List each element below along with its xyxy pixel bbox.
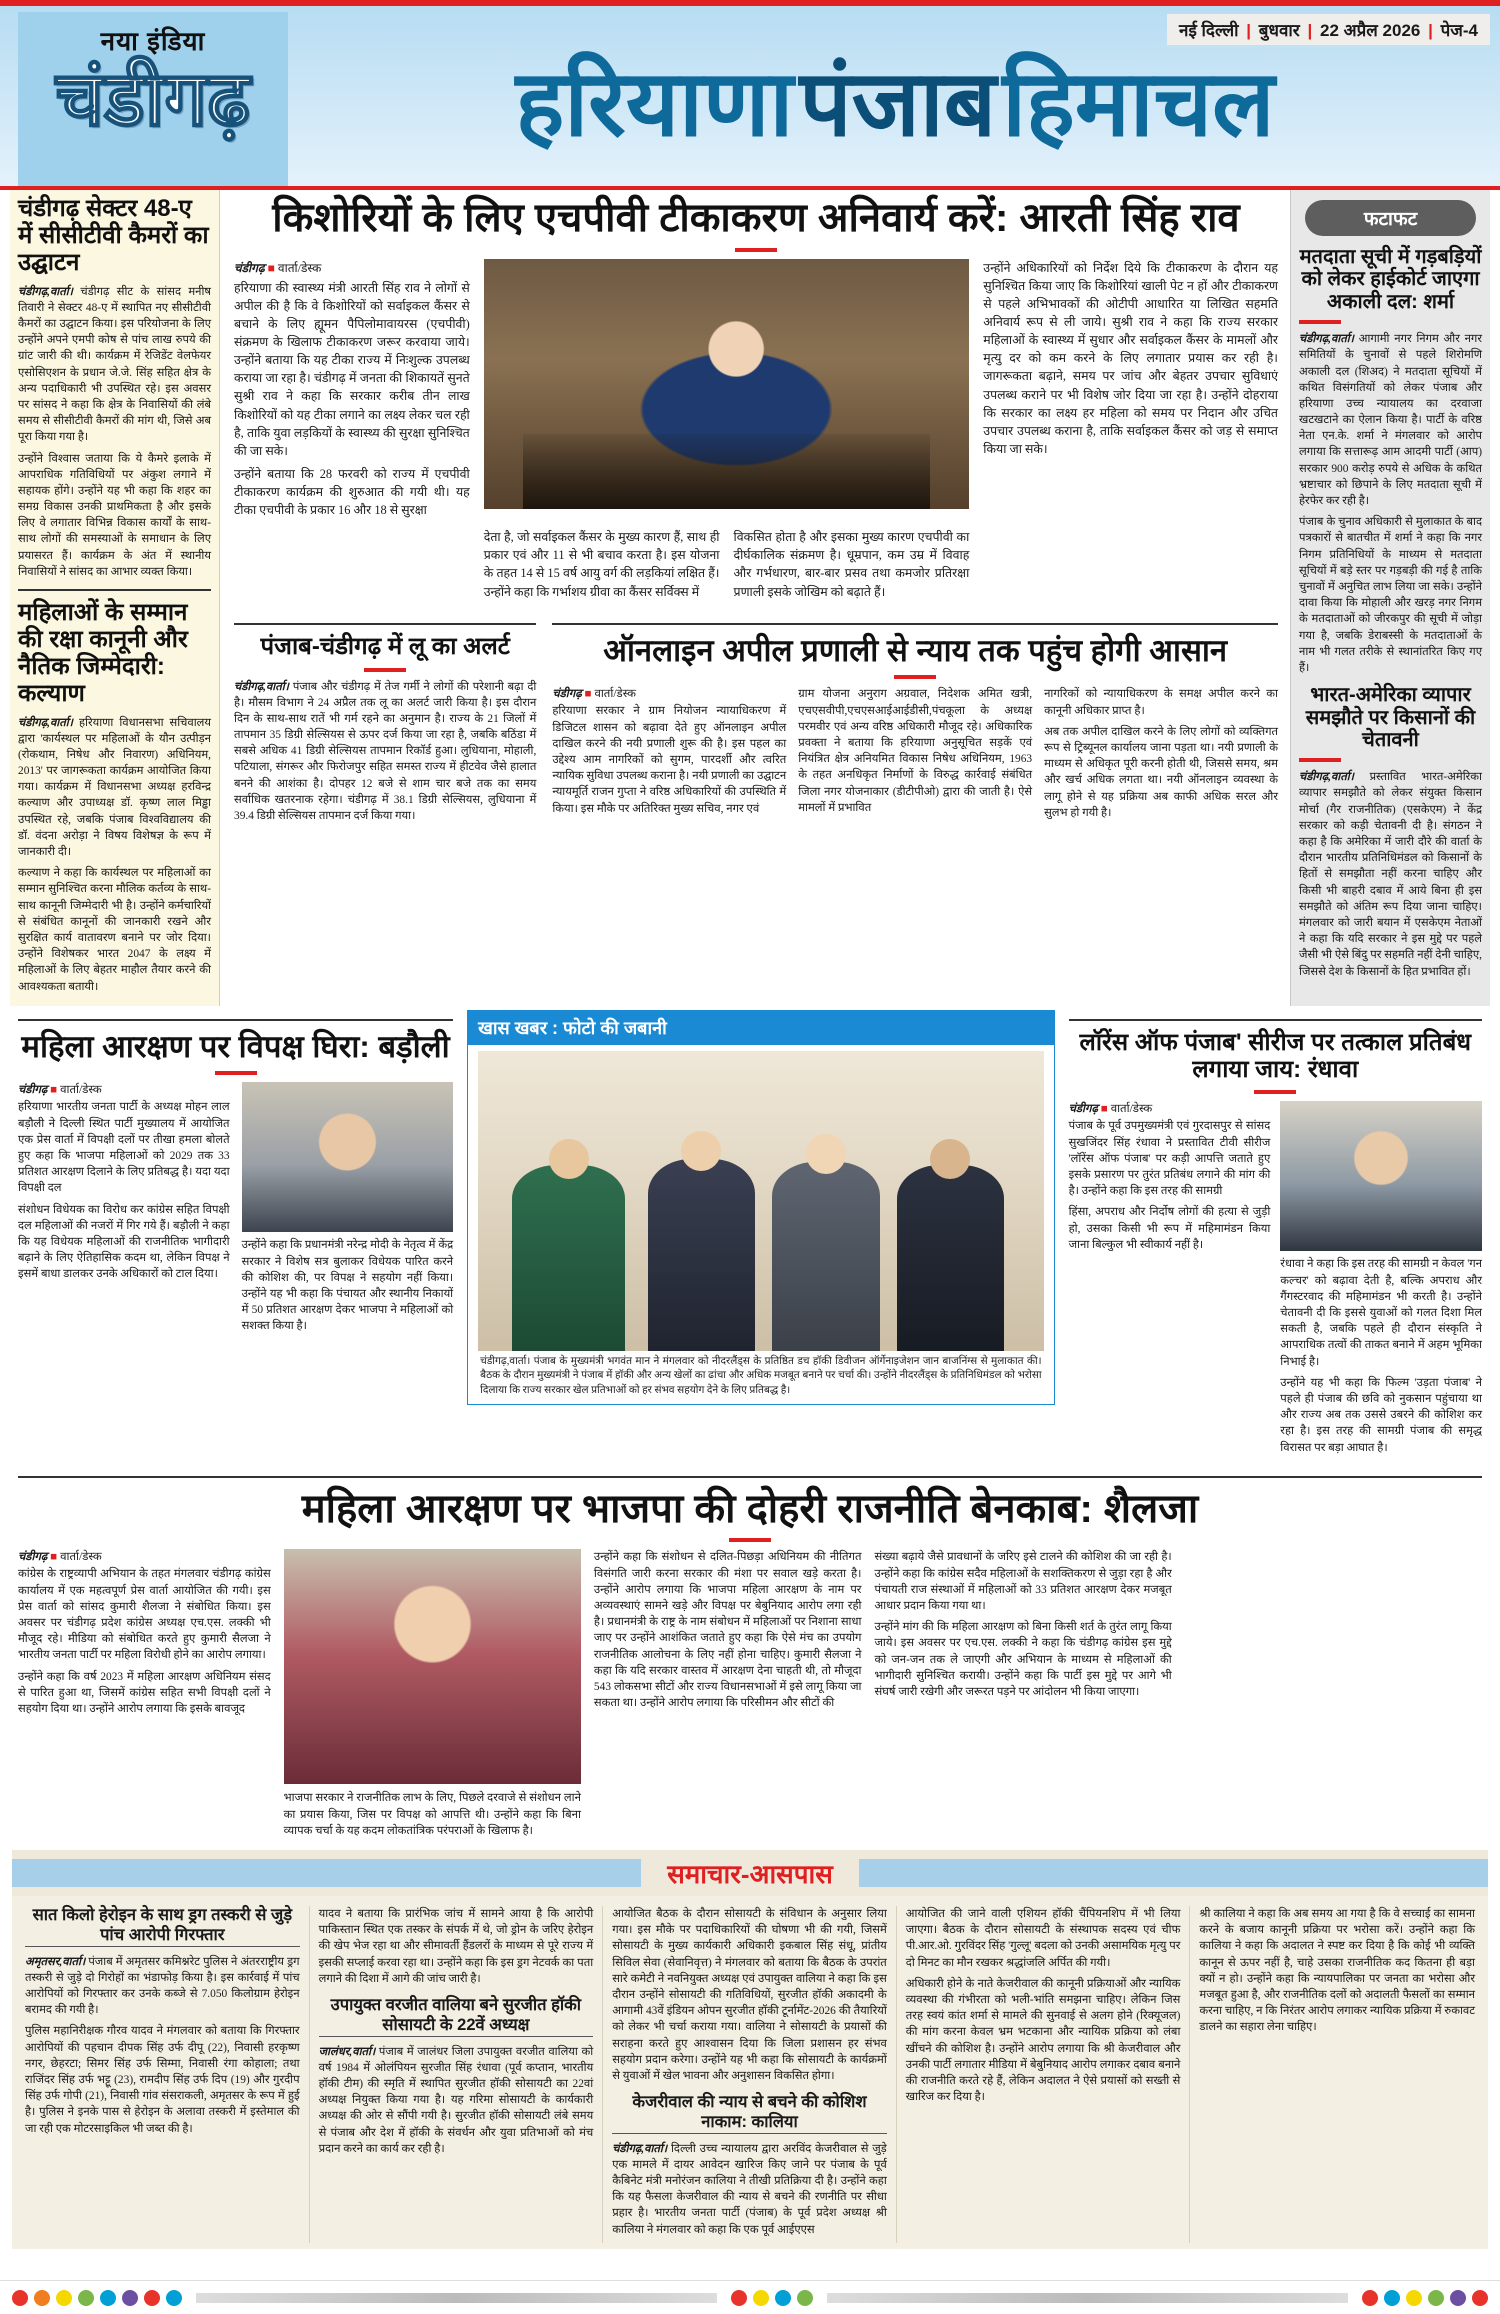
brand-top-label: नया इंडिया <box>100 26 206 56</box>
samachar-bar-right <box>859 1859 1488 1887</box>
shailja-p4: उन्होंने कहा कि संशोधन से दलित-पिछड़ा अधिनियम की नीतिगत विसंगति जारी करना सरकार की मंशा पर सवाल खड़े करता है। उन्होंने आरोप लगाया कि भाजपा महिला आरक्षण के नाम पर अव्यवस्थाएं सामने खड़े और विपक्ष पर बेबुनियाद आरोप लगा रही है। प्रधानमंत्री के राष्ट्र के नाम संबोधन में महिलाओं पर निशाना साधा जाए पर उन्होंने आशंकित जताते हुए कहा कि ऐसे मंच का उपयोग राजनीतिक आलोचना के लिए नहीं होना चाहिए। कुमारी सैलजा ने कहा कि यदि सरकार वास्तव में आरक्षण देना चाहती थी, तो मौजूदा 543 लोकसभा सीटों और राज्य विधानसभाओं में इसे लागू किया जा सकता था। उन्होंने आरोप लगाया कि परिसीमन और सीटों की <box>593 1551 862 1710</box>
lawrence-source: वार्ता/डेस्क <box>1110 1103 1153 1116</box>
lawrence-accent <box>1254 1090 1296 1094</box>
shailja-col4 <box>874 1549 1171 1844</box>
footer-dot-m4 <box>797 2290 813 2306</box>
shailja-accent <box>729 1538 771 1542</box>
appeal-p4: अब तक अपील दाखिल करने के लिए लोगों को व्यक्तिगत रूप से ट्रिब्यूनल कार्यालय जाना पड़ता था। नयी प्रणाली के माध्यम से अधिकृत पूरी करनी होती थी, जिससे समय, श्रम और खर्च अधिक लगता था। नयी ऑनलाइन व्यवस्था के लागू होने से यह प्रक्रिया अब काफी अधिक सरल और सुलभ हो गयी है। <box>1044 725 1278 819</box>
main-lead-source: वार्ता/डेस्क <box>277 260 322 275</box>
arti-singh-rao-photo <box>484 259 970 509</box>
main-lead-dateline: चंडीगढ़ <box>234 260 265 275</box>
lawrence-headline[interactable]: लॉरेंस ऑफ पंजाब' सीरीज पर तत्काल प्रतिबंध लगाया जाय: रंधावा <box>1079 1028 1472 1083</box>
dateline-page: पेज-4 <box>1440 21 1478 40</box>
randhawa-photo <box>1280 1101 1482 1251</box>
bottom-article-2-p1 <box>319 2044 594 2157</box>
bottom-article-4 <box>897 1906 1191 2243</box>
bottom-article-2-body1: पंजाब में जालंधर जिला उपायुक्त वरजीत वालिया को वर्ष 1984 में ओलंपियन सुरजीत सिंह रंधावा (पूर्व कप्तान, भारतीय हॉकी टीम) की स्मृति में स्थापित सुरजीत हॉकी सोसायटी का 22वां अध्यक्ष नियुक्त किया गया है। यह गरिमा सोसायटी के कार्यकारी अध्यक्ष की ओर से सौंपी गयी है। सुरजीत हॉकी सोसायटी लंबे समय से पंजाब और देश में हॉकी के संवर्धन और युवा प्रतिभाओं को मंच प्रदान करने का कार्य कर रही है। <box>318 2045 594 2155</box>
left-article2-dateline: चंडीगढ़,वार्ता। <box>18 716 73 729</box>
main-lead-p-col3: विकसित होता है और इसका मुख्य कारण एचपीवी का दीर्घकालिक संक्रमण है। धूम्रपान, कम उम्र में विवाह और गर्भधारण, बार-बार प्रसव तथा कमजोर प्रतिरक्षा प्रणाली इसके जोखिम को बढ़ाते हैं। <box>733 530 970 599</box>
badoli-headline[interactable]: महिला आरक्षण पर विपक्ष घिरा: बड़ौली <box>21 1028 450 1064</box>
footer-dots-left <box>12 2290 182 2306</box>
bottom-article-1 <box>16 1906 310 2243</box>
main-lead-col4 <box>983 259 1278 524</box>
online-appeal-article <box>552 614 1278 830</box>
main-lead-p1: हरियाणा की स्वास्थ्य मंत्री आरती सिंह राव ने लोगों से अपील की है कि वे किशोरियों को सर्वाइकल कैंसर से बचाने के लिए ह्यूमन पैपिलोमावायरस (एचपीवी) संक्रमण के खिलाफ टीकाकरण जरूर करवाया जाये। उन्होंने बताया कि यह टीका राज्य में निःशुल्क उपलब्ध कराया जा रहा है। चंडीगढ़ में जनता की शिकायतें सुनते सुश्री राव ने कहा कि सरकार करीब तीन लाख किशोरियों को यह टीका लगाने का लक्ष्य लेकर चल रही है, ताकि युवा लड़कियों के स्वास्थ्य की सुरक्षा सुनिश्चित की जा सके। <box>234 280 470 458</box>
left-article1-dateline: चंडीगढ़,वार्ता। <box>18 285 73 298</box>
figure-2-head <box>681 1131 721 1171</box>
lawrence-p3: रंधावा ने कहा कि इस तरह की सामग्री न केवल 'गन कल्चर' को बढ़ावा देती है, बल्कि अपराध और गैंगस्टरवाद की महिमामंडन भी करती है। उन्होंने चेतावनी दी कि इससे युवाओं को गलत दिशा मिल सकती है, जबकि पहले ही दौरान संस्कृति ने आपराधिक तत्वों की ताकत बनाने में अहम भूमिका निभाई है। <box>1280 1258 1482 1368</box>
right-article2-dateline: चंडीगढ़,वार्ता। <box>1299 771 1354 784</box>
samachar-band-label: समाचार-आसपास <box>667 1859 833 1890</box>
divider-heat <box>234 623 536 625</box>
main-lead-photo-block <box>484 259 970 524</box>
appeal-col1: चंडीगढ़ ■ वार्ता/डेस्क हरियाणा सरकार ने ग्राम नियोजन न्यायाधिकरण में डिजिटल शासन को बढ़ावा देते हुए ऑनलाइन अपील दाखिल करने की नयी प्रणाली शुरू की है। इस पहल का उद्देश्य आम नागरिकों को सुगम, पारदर्शी और त्वरित न्यायिक सुविधा उपलब्ध कराना है। नयी प्रणाली का उद्घाटन न्यायमूर्ति राजन गुप्ता ने वरिष्ठ अधिकारियों की उपस्थिति में किया। इस मौके पर अतिरिक्त मुख्य सचिव, नगर एवं <box>552 686 786 826</box>
samachar-band <box>12 1850 1488 1896</box>
lawrence-col2 <box>1280 1101 1482 1460</box>
footer-dot-6 <box>122 2290 138 2306</box>
title-word-himachal: हिमाचल <box>1002 53 1275 156</box>
badoli-source: वार्ता/डेस्क <box>60 1084 102 1097</box>
left-sidebar <box>10 190 220 1006</box>
left-article1-body1: चंडीगढ़ सीट के सांसद मनीष तिवारी ने सेक्टर 48-ए में स्थापित नए सीसीटीवी कैमरों का उद्घाटन किया। इस परियोजना के लिए उन्होंने अपने एमपी कोष से पांच लाख रुपये की ग्रांट जारी की थी। कार्यक्रम में रेजिडेंट वेलफेयर एसोसिएशन के प्रधान जे.जे. सिंह सहित क्षेत्र के अन्य पदाधिकारी भी उपस्थित रहे। इस अवसर पर सांसद ने कहा कि क्षेत्र के निवासियों की लंबे समय से सीसीटीवी कैमरों की मांग थी, जिसे अब पूरा किया गया है। <box>18 285 211 444</box>
footer-dot-r6 <box>1472 2290 1488 2306</box>
khas-khabar-inner <box>468 1045 1053 1399</box>
lawrence-col1: चंडीगढ़ ■ वार्ता/डेस्क पंजाब के पूर्व उपमुख्यमंत्री एवं गुरदासपुर से सांसद सुखजिंदर सिंह रंधावा ने प्रस्तावित टीवी सीरीज 'लॉरेंस ऑफ पंजाब' पर कड़ी आपत्ति जताते हुए इसके प्रसारण पर तुरंत प्रतिबंध लगाने की मांग की है। उन्होंने कहा कि इस तरह की सामग्री हिंसा, अपराध और निर्दोष लोगों की हत्या से जुड़ी हो, उसका किसी भी रूप में महिमामंडन किया जाना बिल्कुल भी स्वीकार्य नहीं है। <box>1069 1101 1271 1460</box>
title-word-haryana: हरियाणा <box>515 53 794 156</box>
bottom-article-3-body1: दिल्ली उच्च न्यायालय द्वारा अरविंद केजरीवाल से जुड़े एक मामले में दायर आवेदन खारिज किए जाने पर पंजाब के पूर्व कैबिनेट मंत्री मनोरंजन कालिया ने तीखी प्रतिक्रिया दी है। उन्होंने कहा कि यह फैसला केजरीवाल की न्याय से बचने की रणनीति पर सीधा प्रहार है। भारतीय जनता पार्टी (पंजाब) के पूर्व प्रदेश अध्यक्ष श्री कालिया ने मंगलवार को कहा कि एक पूर्व आईएएस <box>612 2142 887 2236</box>
masthead <box>0 0 1500 190</box>
right-article1-para2: पंजाब के चुनाव अधिकारी से मुलाकात के बाद पत्रकारों से बातचीत में शर्मा ने कहा कि नगर निगम प्रतिनिधियों के माध्यम से मतदाता सूचियों में बड़े स्तर पर गड़बड़ी की गई है ताकि चुनावों में अनुचित लाभ लिया जा सके। उन्होंने दावा किया कि मोहाली और खरड़ नगर निगम के मतदाताओं को जीरकपुर की सूची में जोड़ा गया है, जबकि डेराबस्सी के मतदाताओं के नाम भी गलत तरीके से स्थानांतरित किए गए हैं। <box>1299 516 1482 674</box>
dateline-city: नई दिल्ली <box>1179 21 1239 40</box>
heat-alert-article <box>234 614 536 830</box>
shailja-p5: संख्या बढ़ाये जैसे प्रावधानों के जरिए इसे टालने की कोशिश की जा रही है। उन्होंने कहा कि कांग्रेस सदैव महिलाओं के सशक्तिकरण से जुड़ा रहा है और पंचायती राज संस्थाओं में महिलाओं को 33 प्रतिशत आरक्षण देकर मजबूत आधार प्रदान किया गया था। <box>874 1551 1172 1613</box>
figure-3-head <box>806 1134 846 1174</box>
lawrence-p1: पंजाब के पूर्व उपमुख्यमंत्री एवं गुरदासपुर से सांसद सुखजिंदर सिंह रंधावा ने प्रस्तावित टीवी सीरीज 'लॉरेंस ऑफ पंजाब' पर कड़ी आपत्ति जताते हुए इसके प्रसारण पर तुरंत प्रतिबंध लगाने की मांग की है। उन्होंने कहा कि इस तरह की सामग्री <box>1068 1120 1271 1198</box>
shailja-headline[interactable]: महिला आरक्षण पर भाजपा की दोहरी राजनीति बेनकाब: शैलजा <box>301 1486 1199 1531</box>
right-article2-para1 <box>1299 769 1482 979</box>
main-lead-after-d <box>983 528 1278 605</box>
middle-band <box>0 1006 1500 1461</box>
divider-appeal <box>552 623 1278 625</box>
appeal-p1: हरियाणा सरकार ने ग्राम नियोजन न्यायाधिकरण में डिजिटल शासन को बढ़ावा देते हुए ऑनलाइन अपील दाखिल करने की नयी प्रणाली शुरू की है। इस पहल का उद्देश्य आम नागरिकों को सुगम, पारदर्शी और त्वरित न्यायिक सुविधा उपलब्ध कराना है। नयी प्रणाली का उद्घाटन न्यायमूर्ति राजन गुप्ता ने वरिष्ठ अधिकारियों की उपस्थिति में किया। इस मौके पर अतिरिक्त मुख्य सचिव, नगर एवं <box>552 705 787 815</box>
badoli-p1: हरियाणा भारतीय जनता पार्टी के अध्यक्ष मोहन लाल बड़ौली ने दिल्ली स्थित पार्टी मुख्यालय में आयोजित एक प्रेस वार्ता में विपक्षी दलों पर तीखा हमला बोलते हुए कहा कि भाजपा महिलाओं को 2029 तक 33 प्रतिशत आरक्षण दिलाने के लिए प्रतिबद्ध है। यदा यदा विपक्षी दल <box>18 1101 230 1195</box>
lawrence-p2: हिंसा, अपराध और निर्दोष लोगों की हत्या से जुड़ी हो, उसका किसी भी रूप में महिमामंडन किया जाना बिल्कुल भी स्वीकार्य नहीं है। <box>1068 1206 1271 1251</box>
shailja-source: वार्ता/डेस्क <box>60 1551 102 1564</box>
lawrence-p4: उन्होंने यह भी कहा कि फिल्म 'उड़ता पंजाब' ने पहले ही पंजाब की छवि को नुकसान पहुंचाया था और राज्य अब तक उससे उबरने की कोशिश कर रहा है। इस तरह की सामग्री पंजाब की समृद्ध विरासत पर बड़ा आघात है। <box>1280 1376 1482 1454</box>
divider-left-1 <box>18 589 211 591</box>
heat-alert-dateline: चंडीगढ़,वार्ता। <box>234 680 289 693</box>
left-article2-para2: कल्याण ने कहा कि कार्यस्थल पर महिलाओं का सम्मान सुनिश्चित करना मौलिक कर्तव्य के साथ-साथ कानूनी जिम्मेदारी भी है। उन्होंने कर्मचारियों से संबंधित कानूनों की जानकारी रखने और सुरक्षित कार्य वातावरण बनाने पर जोर दिया। उन्होंने विशेषकर भारत 2047 के लक्ष्य में महिलाओं के लिए बेहतर माहौल तैयार करने की आवश्यकता बतायी। <box>18 867 211 993</box>
punjab-cm-meeting-photo <box>478 1051 1043 1351</box>
right-article1-para1 <box>1299 331 1482 509</box>
online-appeal-headline[interactable]: ऑनलाइन अपील प्रणाली से न्याय तक पहुंच होगी आसान <box>603 632 1228 668</box>
lawrence-dateline: चंडीगढ़ <box>1068 1103 1098 1116</box>
bottom-article-2-headline[interactable]: उपायुक्त वरजीत वालिया बने सुरजीत हॉकी सोसायटी के 22वें अध्यक्ष <box>319 1996 594 2037</box>
main-lead-article <box>220 190 1290 1006</box>
photo-figures <box>478 1051 1043 1351</box>
shailja-p1: कांग्रेस के राष्ट्रव्यापी अभियान के तहत मंगलवार चंडीगढ़ कांग्रेस कार्यालय में एक महत्वपूर्ण प्रेस वार्ता आयोजित की गयी। इस प्रेस वार्ता को सांसद कुमारी शैलजा ने संबोधित किया। इस अवसर पर चंडीगढ़ प्रदेश कांग्रेस अध्यक्ष एच.एस. लक्की भी मौजूद रहे। मीडिया को संबोधित करते हुए कुमारी सैलजा ने भारतीय जनता पार्टी पर महिला विरोधी होने का आरोप लगाया। <box>18 1568 271 1662</box>
main-lead-col1: चंडीगढ़ ■ वार्ता/डेस्क हरियाणा की स्वास्थ्य मंत्री आरती सिंह राव ने लोगों से अपील की है कि वे किशोरियों को सर्वाइकल कैंसर से बचाने के लिए ह्यूमन पैपिलोमावायरस (एचपीवी) संक्रमण के खिलाफ टीकाकरण जरूर करवाया जाये। उन्होंने बताया कि यह टीका राज्य में निःशुल्क उपलब्ध कराया जा रहा है। चंडीगढ़ में जनता की शिकायतें सुनते सुश्री राव ने कहा कि सरकार करीब तीन लाख किशोरियों को यह टीका लगाने का लक्ष्य लेकर चल रही है, ताकि युवा लड़कियों के स्वास्थ्य की सुरक्षा सुनिश्चित की जा सके। उन्होंने बताया कि 28 फरवरी को राज्य में एचपीवी टीकाकरण कार्यक्रम की शुरुआत की गयी थी। यह टीका एचपीवी के प्रकार 16 और 18 से सुरक्षा <box>234 259 470 524</box>
right-article1-body1: आगामी नगर निगम और नगर समितियों के चुनावों से पहले शिरोमणि अकाली दल (शिअद) ने मतदाता सूचियों में कथित विसंगतियों को लेकर पंजाब और हरियाणा उच्च न्यायालय का दरवाजा खटखटाने का ऐलान किया है। पार्टी के वरिष्ठ नेता एन.के. शर्मा ने मंगलवार को आरोप लगाया कि सत्तारूढ़ आम आदमी पार्टी (आप) सरकार 900 करोड़ रुपये से अधिक के कथित भ्रष्टाचार को छिपाने के लिए मतदाता सूची में हेरफेर कर रही है। <box>1299 333 1482 508</box>
footer-dot-r4 <box>1428 2290 1444 2306</box>
bottom-article-1-p2: पुलिस महानिरीक्षक गौरव यादव ने मंगलवार को बताया कि गिरफ्तार आरोपियों की पहचान दीपक सिंह उर्फ दीपू (22), निवासी हरकृष्ण नगर, छेहरटा; सिमर सिंह उर्फ सिम्मा, निवासी रंगा कोहाला; तथा राजिंदर सिंह उर्फ भट्टू (23), रामदीप सिंह उर्फ दिप (19) और गुरदीप सिंह उर्फ गोपी (21), निवासी गांव संसराकली, अमृतसर के रूप में हुई है। पुलिस ने इनके पास से हेरोइन के अलावा तस्करी में इस्तेमाल की जा रही एक मोटरसाइकिल भी जब्त की है। <box>25 2025 300 2135</box>
khas-khabar-section <box>467 1010 1054 1461</box>
main-lead-after-c <box>734 528 970 605</box>
dateline <box>1167 14 1490 45</box>
right-article1-accent <box>1299 320 1341 324</box>
online-appeal-accent <box>894 675 936 679</box>
left-article1-para2: उन्होंने विश्वास जताया कि ये कैमरे इलाके में आपराधिक गतिविधियों पर अंकुश लगाने में सहायक होंगे। उन्होंने यह भी कहा कि शहर का समग्र विकास उनकी प्राथमिकता है और इसके लिए वे लगातार विभिन्न विकास कार्यों के साथ-साथ लोगों की समस्याओं के समाधान के लिए प्रयासरत हैं। कार्यक्रम के अंत में स्थानीय निवासियों ने सांसद का आभार व्यक्त किया। <box>18 452 211 578</box>
fatafat-section-label: फटाफट <box>1305 200 1476 236</box>
shailja-p3: भाजपा सरकार ने राजनीतिक लाभ के लिए, पिछले दरवाजे से संशोधन लाने का प्रयास किया, जिस पर विपक्ष को आपत्ति थी। उन्होंने कहा कि बिना व्यापक चर्चा के यह कदम लोकतांत्रिक परंपराओं के खिलाफ है। <box>283 1792 581 1837</box>
badoli-p2: संशोधन विधेयक का विरोध कर कांग्रेस सहित विपक्षी दल महिलाओं की नजरों में गिर गये हैं। बड़ौली ने कहा कि यह विधेयक महिलाओं की राजनीतिक भागीदारी बढ़ाने के लिए ऐतिहासिक कदम था, लेकिन विपक्ष ने इसमें बाधा डालकर उनके अधिकारों को टाल दिया। <box>18 1203 230 1281</box>
headline-accent-bar <box>735 248 777 252</box>
khas-khabar-bar-label: खास खबर : फोटो की जबानी <box>468 1011 1053 1045</box>
footer-dot-5 <box>100 2290 116 2306</box>
heat-alert-text: पंजाब और चंडीगढ़ में तेज गर्मी ने लोगों की परेशानी बढ़ा दी है। मौसम विभाग ने 24 अप्रैल तक लू का अलर्ट जारी किया है। इस दौरान दिन के साथ-साथ रातें भी गर्म रहने का अनुमान है। राज्य के 21 जिलों में तापमान 35 डिग्री सेल्सियस से ऊपर दर्ज किया जा रहा है, जबकि बठिंडा में सबसे अधिक 41 डिग्री सेल्सियस तापमान रिकॉर्ड हुआ। लुधियाना, मोहाली, पटियाला, संगरूर और फिरोजपुर सहित समस्त राज्य में हीटवेव जैसे हालात बनने की आशंका है। दोपहर 12 बजे से शाम चार बजे तक का समय सर्वाधिक खतरनाक रहेगा। चंडीगढ़ में 38.1 डिग्री सेल्सियस, लुधियाना में 39.4 डिग्री सेल्सियस तापमान दर्ज किया गया। <box>234 680 537 823</box>
main-lead-p2: उन्होंने बताया कि 28 फरवरी को राज्य में एचपीवी टीकाकरण कार्यक्रम की शुरुआत की गयी थी। यह टीका एचपीवी के प्रकार 16 और 18 से सुरक्षा <box>234 466 470 518</box>
footer-gradient-bar-2 <box>827 2293 1348 2303</box>
bottom-article-4-p2: अधिकारी होने के नाते केजरीवाल की कानूनी प्रक्रियाओं और न्यायिक व्यवस्था की गंभीरता को भली-भांति समझना चाहिए। लेकिन जिस तरह स्वयं कांत शर्मा से मामले की सुनवाई से अलग होने (रिक्यूजल) की मांग करना केवल भ्रम भटकाना और न्यायिक प्रक्रिया को लंबा खींचने की कोशिश है। उन्होंने आरोप लगाया कि श्री केजरीवाल और उनकी पार्टी लगातार मीडिया में बेबुनियाद आरोप लगाकर दबाव बनाने की राजनीति करते रहे हैं, लेकिन अदालत ने ऐसे प्रयासों को सख्ती से खारिज कर दिया है। <box>905 1977 1181 2104</box>
footer-gradient-bar <box>196 2293 717 2303</box>
right-article1-headline[interactable]: मतदाता सूची में गड़बड़ियों को लेकर हाईकोर्ट जाएगा अकाली दल: शर्मा <box>1299 246 1482 313</box>
footer-dot-m1 <box>731 2290 747 2306</box>
mohan-lal-badoli-photo <box>242 1082 454 1232</box>
footer-dot-r3 <box>1406 2290 1422 2306</box>
footer-dots-right <box>1362 2290 1488 2306</box>
footer-registration-marks <box>0 2280 1500 2314</box>
heat-alert-accent <box>364 668 406 672</box>
left-article1-headline[interactable]: चंडीगढ़ सेक्टर 48-ए में सीसीटीवी कैमरों का उद्घाटन <box>18 195 209 276</box>
figure-4 <box>897 1165 1004 1351</box>
shailja-col1: चंडीगढ़ ■ वार्ता/डेस्क कांग्रेस के राष्ट्रव्यापी अभियान के तहत मंगलवार चंडीगढ़ कांग्रेस कार्यालय में एक महत्वपूर्ण प्रेस वार्ता आयोजित की गयी। इस प्रेस वार्ता को सांसद कुमारी शैलजा ने संबोधित किया। इस अवसर पर चंडीगढ़ प्रदेश कांग्रेस अध्यक्ष एच.एस. लक्की भी मौजूद रहे। मीडिया को संबोधित करते हुए कुमारी सैलजा ने भारतीय जनता पार्टी पर महिला विरोधी होने का आरोप लगाया। उन्होंने कहा कि वर्ष 2023 में महिला आरक्षण अधिनियम संसद से पारित हुआ था, जिसमें कांग्रेस सहित सभी विपक्षी दलों ने सहयोग दिया था। उन्होंने आरोप लगाया कि इसके बावजूद <box>18 1549 271 1844</box>
footer-dot-r1 <box>1362 2290 1378 2306</box>
footer-dot-2 <box>34 2290 50 2306</box>
figure-1-head <box>549 1139 589 1179</box>
main-lead-headline[interactable]: किशोरियों के लिए एचपीवी टीकाकरण अनिवार्य करें: आरती सिंह राव <box>272 196 1240 240</box>
main-lead-p4: उन्होंने अधिकारियों को निर्देश दिये कि टीकाकरण के दौरान यह सुनिश्चित किया जाए कि किशोरियां खाली पेट न हों और टीकाकरण से पहले अभिभावकों की ओटीपी आधारित या लिखित सहमति अनिवार्य रूप से ली जाये। सुश्री राव ने कहा कि राज्य सरकार महिलाओं के स्वास्थ्य में सुधार और सर्वाइकल कैंसर के मामलों और मृत्यु दर को कम करने के लिए लगातार प्रयास कर रही है। जागरूकता बढ़ाने, समय पर जांच और बेहतर उपचार सुविधाएं उपलब्ध कराने पर भी विशेष जोर दिया जा रहा है। उन्होंने दोहराया कि सरकार का लक्ष्य हर महिला को समय पर निदान और उचित उपचार उपलब्ध कराना है, ताकि सर्वाइकल कैंसर को जड़ से समाप्त किया जा सके। <box>983 260 1278 456</box>
appeal-p2: ग्राम योजना अनुराग अग्रवाल, निदेशक अमित खत्री, एचएसवीपी,एचएसआईआईडीसी,पंचकूला के अध्यक्ष परमवीर एवं अन्य वरिष्ठ अधिकारी मौजूद रहे। अधिकारिक प्रवक्ता ने बताया कि हरियाणा अनुसूचित सड़कें एवं नियंत्रित क्षेत्र अनियमित विकास निषेध अधिनियम, 1963 के तहत अनधिकृत निर्माणों के विरुद्ध कार्रवाई संबंधित जिला नगर योजनाकार (डीटीपीओ) द्वारा की जाती है। ऐसे मामलों में प्रभावित <box>798 688 1033 814</box>
footer-dot-r5 <box>1450 2290 1466 2306</box>
bottom-article-3-dateline: चंडीगढ़,वार्ता। <box>612 2142 668 2155</box>
appeal-col2 <box>798 686 1032 826</box>
right-article2-accent <box>1299 758 1341 762</box>
dateline-separator-2: | <box>1307 21 1313 40</box>
bottom-article-3-p1 <box>612 2141 887 2238</box>
appeal-col3 <box>1044 686 1278 826</box>
bottom-article-1-dateline: अमृतसर,वार्ता। <box>25 1955 86 1968</box>
appeal-p3: नागरिकों को न्यायाधिकरण के समक्ष अपील करने का कानूनी अधिकार प्राप्त है। <box>1044 688 1278 717</box>
samachar-bar-left <box>12 1859 641 1887</box>
footer-dot-m3 <box>775 2290 791 2306</box>
figure-1 <box>512 1165 625 1351</box>
dateline-separator-3: | <box>1428 21 1433 40</box>
left-article1-para1 <box>18 284 211 446</box>
bottom-article-3-headline[interactable]: केजरीवाल की न्याय से बचने की कोशिश नाकाम: कालिया <box>612 2093 887 2134</box>
left-article2-para1 <box>18 715 211 861</box>
shailja-article <box>0 1461 1500 1844</box>
bottom-article-5 <box>1190 1906 1484 2243</box>
khas-khabar-box <box>467 1010 1054 1406</box>
footer-dots-middle <box>731 2290 813 2306</box>
bottom-articles-grid <box>12 1896 1488 2249</box>
figure-3 <box>772 1162 879 1351</box>
footer-dot-8 <box>166 2290 182 2306</box>
right-article2-body1: प्रस्तावित भारत-अमेरिका व्यापार समझौते को लेकर संयुक्त किसान मोर्चा (गैर राजनीतिक) (एसकेएम) ने केंद्र सरकार को कड़ी चेतावनी दी है। संगठन ने कहा है कि अमेरिका में जारी दौरे की वार्ता के दौरान भारतीय प्रतिनिधिमंडल को किसानों के हितों से समझौता नहीं करना चाहिए और किसी भी बाहरी दबाव में आये बिना ही इस समझौते को अंतिम रूप दिया जाना चाहिए। मंगलवार को जारी बयान में एसकेएम नेताओं ने कहा कि यदि सरकार ने इस मुद्दे पर पहले जैसी भी ऐसे बिंदु पर सहमति नहीं देनी चाहिए, जिससे देश के किसानों के हित प्रभावित हों। <box>1299 771 1482 978</box>
left-article2-body1: हरियाणा विधानसभा सचिवालय द्वारा 'कार्यस्थल पर महिलाओं के यौन उत्पीड़न (रोकथाम, निषेध और निवारण) अधिनियम, 2013' पर जागरूकता कार्यक्रम आयोजित किया गया। कार्यक्रम में विधानसभा अध्यक्ष हरविन्द्र कल्याण और उपाध्यक्ष डॉ. कृष्ण लाल मिड्ढा उपस्थित रहे, जबकि पंजाब विश्वविद्यालय की डॉ. वंदना अरोड़ा ने विषय विशेषज्ञ के रूप में जानकारी दी। <box>18 716 211 858</box>
badoli-col1: चंडीगढ़ ■ वार्ता/डेस्क हरियाणा भारतीय जनता पार्टी के अध्यक्ष मोहन लाल बड़ौली ने दिल्ली स्थित पार्टी मुख्यालय में आयोजित एक प्रेस वार्ता में विपक्षी दलों पर तीखा हमला बोलते हुए कहा कि भाजपा महिलाओं को 2029 तक 33 प्रतिशत आरक्षण दिलाने के लिए प्रतिबद्ध है। यदा यदा विपक्षी दल संशोधन विधेयक का विरोध कर कांग्रेस सहित विपक्षी दल महिलाओं की नजरों में गिर गये हैं। बड़ौली ने कहा कि यह विधेयक महिलाओं की राजनीतिक भागीदारी बढ़ाने के लिए ऐतिहासिक कदम था, लेकिन विपक्ष ने इसमें बाधा डालकर उनके अधिकारों को टाल दिया। <box>18 1082 230 1339</box>
footer-dot-r2 <box>1384 2290 1400 2306</box>
footer-dot-7 <box>144 2290 160 2306</box>
divider-shailja <box>18 1476 1482 1478</box>
lawrence-article <box>1069 1010 1482 1461</box>
bottom-article-2-pre: यादव ने बताया कि प्रारंभिक जांच में सामने आया है कि आरोपी पाकिस्तान स्थित एक तस्कर के संपर्क में थे, जो ड्रोन के जरिए हेरोइन की खेप भेज रहा था और सीमावर्ती हैंडलरों के माध्यम से पूरे राज्य में इसकी सप्लाई करवा रहा था। उन्होंने कहा कि इस ड्रग नेटवर्क का पता लगाने की दिशा में आगे की जांच जारी है। <box>318 1908 594 1985</box>
footer-dot-1 <box>12 2290 28 2306</box>
dateline-date: 22 अप्रैल 2026 <box>1320 21 1421 40</box>
title-word-punjab: पंजाब <box>799 53 997 156</box>
main-lead-after-b <box>484 528 720 605</box>
badoli-dateline: चंडीगढ़ <box>18 1084 48 1097</box>
appeal-source: वार्ता/डेस्क <box>594 688 636 701</box>
main-lead-after-a <box>234 528 470 605</box>
khas-khabar-caption: चंडीगढ़,वार्ता। पंजाब के मुख्यमंत्री भगवंत मान ने मंगलवार को नीदरलैंड्स के प्रतिष्ठित डच हॉकी डिवीजन ऑर्गेनाइजेशन जान बाजनिंग्स से मुलाकात की। बैठक के दौरान मुख्यमंत्री ने पंजाब में हॉकी और अन्य खेलों का ढांचा और अधिक मजबूत बनाने पर चर्चा की। उन्होंने नीदरलैंड्स के प्रतिनिधिमंडल को भरोसा दिलाया कि राज्य सरकार खेल प्रतिभाओं को हर संभव सहयोग देने के लिए प्रतिबद्ध है। <box>480 1355 1042 1396</box>
bottom-article-1-body1: पंजाब में अमृतसर कमिश्नरेट पुलिस ने अंतरराष्ट्रीय ड्रग तस्करी से जुड़े दो गिरोहों का भंडाफोड़ किया है। इस कार्रवाई में पांच आरोपियों को गिरफ्तार कर उनके कब्जे से 7.050 किलोग्राम हेरोइन बरामद की गयी है। <box>25 1955 300 2017</box>
figure-4-head <box>930 1139 970 1179</box>
footer-dot-4 <box>78 2290 94 2306</box>
edition-title <box>300 30 1490 180</box>
bottom-article-3 <box>603 1906 897 2243</box>
bottom-article-1-p1 <box>25 1954 300 2019</box>
divider-badoli <box>18 1019 453 1021</box>
upper-content-grid <box>0 190 1500 1006</box>
badoli-col2 <box>242 1082 454 1339</box>
shailja-p2: उन्होंने कहा कि वर्ष 2023 में महिला आरक्षण अधिनियम संसद से पारित हुआ था, जिसमें कांग्रेस सहित सभी विपक्षी दलों ने सहयोग दिया था। उन्होंने आरोप लगाया कि इसके बावजूद <box>18 1670 271 1715</box>
bottom-article-5-p1: श्री कालिया ने कहा कि अब समय आ गया है कि वे सच्चाई का सामना करने के बजाय कानूनी प्रक्रिया पर भरोसा करें। उन्होंने कहा कि कालिया ने कहा कि अदालत ने स्पष्ट कर दिया है कि कोई भी व्यक्ति कानून से ऊपर नहीं है, चाहे उसका राजनीतिक कद कितना ही बड़ा क्यों न हो। उन्होंने कहा कि न्यायपालिका पर जनता का भरोसा और मजबूत हुआ है, और राजनीतिक दलों को अदालती फैसलों का सम्मान करना चाहिए, न कि निरंतर आरोप लगाकर न्यायिक प्रक्रिया में रुकावट डालने का सहारा लेना चाहिए। <box>1199 1908 1475 2034</box>
brand-main-label: चंडीगढ़ <box>55 57 251 142</box>
bottom-article-3-pre: आयोजित बैठक के दौरान सोसायटी के संविधान के अनुसार लिया गया। इस मौके पर पदाधिकारियों की घोषणा भी की गयी, जिसमें सोसायटी के मुख्य कार्यकारी अधिकारी इकबाल सिंह संधू, प्रांतीय सिविल सेवा (सेवानिवृत्त) ने मंगलवार को बताया कि बैठक के उपरांत सारे कमेटी ने नवनियुक्त अध्यक्ष एवं उपायुक्त वालिया ने कहा कि इस दौरान उन्होंने सोसायटी की गतिविधियों, सुरजीत हॉकी अकादमी के आगामी 43वें इंडियन ओपन सुरजीत हॉकी टूर्नामेंट-2026 की तैयारियों को लेकर भी चर्चा कराया गया। वालिया ने सोसायटी के प्रयासों की सराहना करते हुए आश्वासन दिया कि जिला प्रशासन हर संभव सहयोग प्रदान करेगा। उन्होंने यह भी कहा कि सोसायटी के कार्यक्रमों से युवाओं में खेल भावना और अनुशासन विकसित होगा। <box>612 1908 887 2082</box>
shailja-col2 <box>284 1549 581 1844</box>
shailja-p6: उन्होंने मांग की कि महिला आरक्षण को बिना किसी शर्त के तुरंत लागू किया जाये। इस अवसर पर एच.एस. लक्की ने कहा कि चंडीगढ़ कांग्रेस इस मुद्दे को जन-जन तक ले जाएगी और अभियान के माध्यम से महिलाओं की भागीदारी सुनिश्चित करायी। उन्होंने कहा कि पार्टी इस मुद्दे पर आगे भी संघर्ष जारी रखेगी और जरूरत पड़ने पर आंदोलन भी किया जाएगा। <box>874 1621 1172 1698</box>
bottom-article-4-p1: आयोजित की जाने वाली एशियन हॉकी चैंपियनशिप में भी लिया जाएगा। बैठक के दौरान सोसायटी के संस्थापक सदस्य एवं चीफ पी.आर.ओ. गुरविंदर सिंह 'गुल्लू' बदला को उनकी असामयिक मृत्यु पर दो मिनट का मौन रखकर श्रद्धांजलि अर्पित की गयी। <box>905 1908 1181 1969</box>
right-article1-dateline: चंडीगढ़,वार्ता। <box>1299 333 1354 346</box>
kumari-selja-photo <box>284 1549 581 1784</box>
figure-2 <box>648 1159 755 1351</box>
dateline-separator-1: | <box>1246 21 1252 40</box>
shailja-col5 <box>1185 1549 1482 1844</box>
dateline-day: बुधवार <box>1258 21 1300 40</box>
main-lead-p-col2: देता है, जो सर्वाइकल कैंसर के मुख्य कारण हैं, साथ ही प्रकार एवं और 11 से भी बचाव करता है। इस योजना के तहत 14 से 15 वर्ष आयु वर्ग की लड़कियां लक्षित हैं। उन्होंने कहा कि गर्भाशय ग्रीवा का कैंसर सर्विक्स में <box>483 530 720 599</box>
bottom-article-2-dateline: जालंधर,वार्ता। <box>318 2045 376 2058</box>
shailja-dateline: चंडीगढ़ <box>18 1551 48 1564</box>
shailja-col3 <box>594 1549 862 1844</box>
badoli-accent <box>215 1071 257 1075</box>
badoli-p3: उन्होंने कहा कि प्रधानमंत्री नरेन्द्र मोदी के नेतृत्व में केंद्र सरकार ने विशेष सत्र बुलाकर विधेयक पारित करने की कोशिश की, पर विपक्ष ने सहयोग नहीं किया। उन्होंने यह भी कहा कि पंचायत और स्थानीय निकायों में 50 प्रतिशत आरक्षण देकर भाजपा ने महिलाओं को सशक्त किया है। <box>241 1239 454 1333</box>
left-article2-headline[interactable]: महिलाओं के सम्मान की रक्षा कानूनी और नैतिक जिम्मेदारी: कल्याण <box>18 599 188 707</box>
appeal-dateline: चंडीगढ़ <box>552 688 582 701</box>
heat-alert-headline[interactable]: पंजाब-चंडीगढ़ में लू का अलर्ट <box>260 632 510 660</box>
footer-dot-m2 <box>753 2290 769 2306</box>
bottom-article-2 <box>310 1906 604 2243</box>
brand-logo[interactable] <box>18 12 288 188</box>
heat-alert-body <box>234 679 536 825</box>
right-article2-headline[interactable]: भारत-अमेरिका व्यापार समझौते पर किसानों की चेतावनी <box>1305 684 1476 751</box>
right-sidebar <box>1290 190 1490 1006</box>
badoli-article <box>18 1010 453 1461</box>
divider-lawrence <box>1069 1019 1482 1021</box>
bottom-article-1-headline[interactable]: सात किलो हेरोइन के साथ ड्रग तस्करी से जुड़े पांच आरोपी गिरफ्तार <box>25 1906 300 1947</box>
footer-dot-3 <box>56 2290 72 2306</box>
